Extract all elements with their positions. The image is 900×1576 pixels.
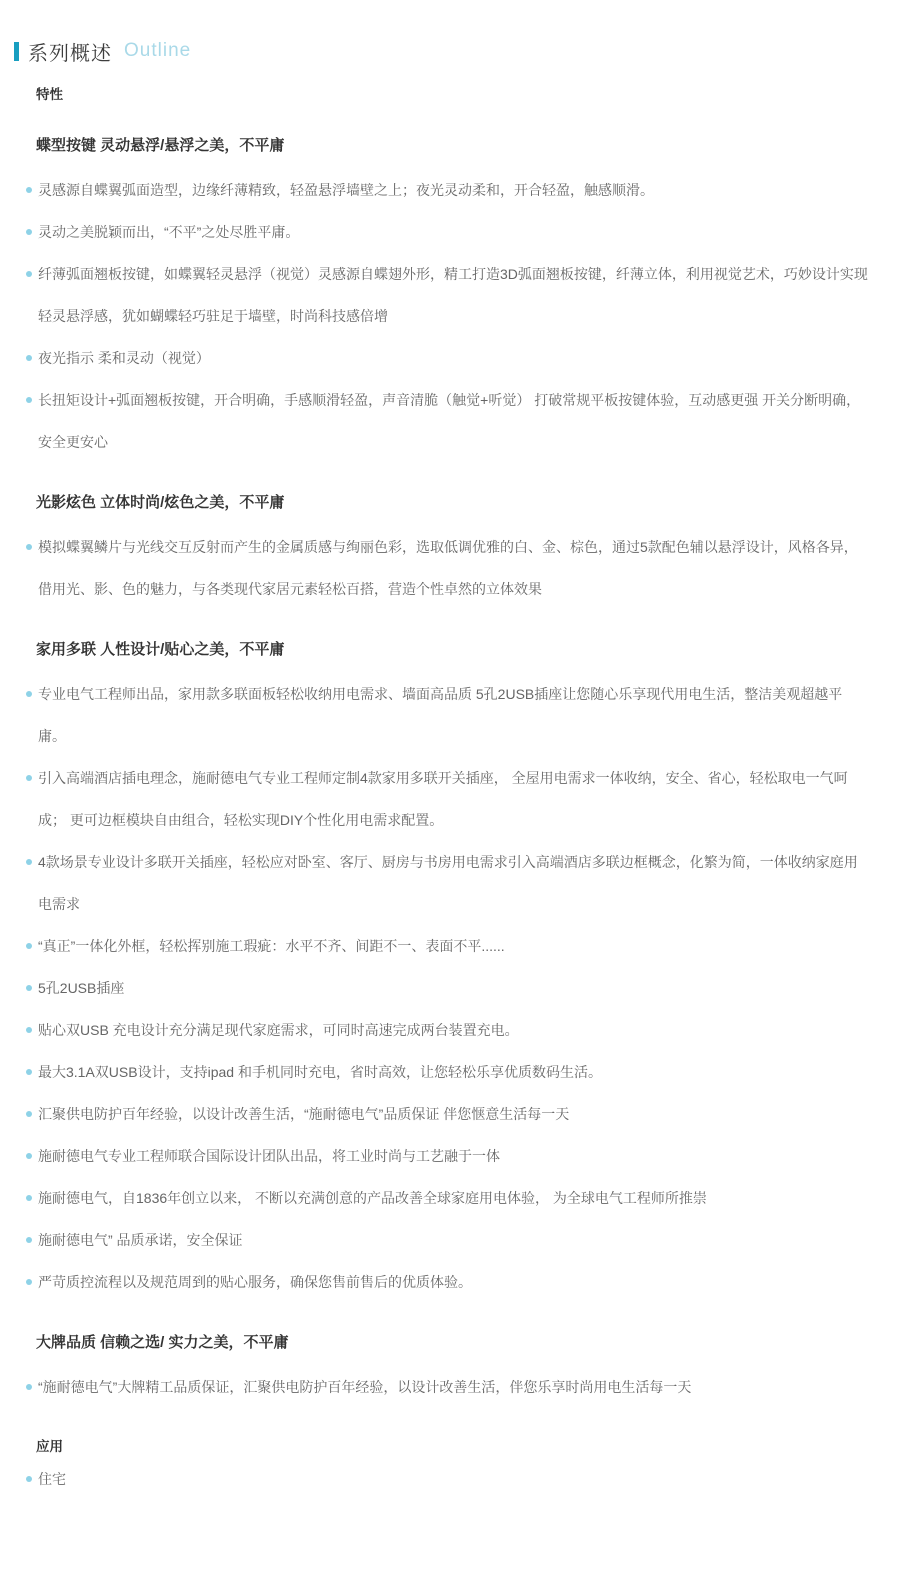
bullet-text: 施耐德电气专业工程师联合国际设计团队出品，将工业时尚与工艺融于一体 (38, 1148, 500, 1164)
bullet-text: 汇聚供电防护百年经验，以设计改善生活，“施耐德电气”品质保证 伴您惬意生活每一天 (38, 1106, 570, 1122)
bullet-list (0, 526, 900, 610)
bullet-item (0, 1135, 900, 1177)
bullet-item (0, 337, 900, 379)
bullet-item (0, 253, 900, 337)
bullet-text: 夜光指示 柔和灵动（视觉） (38, 350, 210, 366)
section-heading: 大牌品质 信赖之选/ 实力之美，不平庸 (36, 1334, 289, 1351)
section-heading: 蝶型按键 灵动悬浮/悬浮之美，不平庸 (36, 137, 285, 154)
bullet-text: 长扭矩设计+弧面翘板按键，开合明确，手感顺滑轻盈，声音清脆（触觉+听觉） 打破常规平板按键体验，互动感更强 开关分断明确，安全更安心 (38, 392, 861, 450)
bullet-list (0, 1458, 900, 1500)
bullet-dot-icon (26, 1153, 32, 1159)
bullet-text: 4款场景专业设计多联开关插座，轻松应对卧室、客厅、厨房与书房用电需求引入高端酒店多联边框概念，化繁为简，一体收纳家庭用电需求 (38, 854, 858, 912)
bullet-dot-icon (26, 1476, 32, 1482)
bullet-item (0, 526, 900, 610)
bullet-dot-icon (26, 691, 32, 697)
bullet-dot-icon (26, 775, 32, 781)
section-heading: 家用多联 人性设计/贴心之美，不平庸 (36, 641, 285, 658)
bullet-item (0, 925, 900, 967)
bullet-dot-icon (26, 1279, 32, 1285)
bullet-dot-icon (26, 1384, 32, 1390)
header-accent-bar-icon (14, 42, 19, 61)
bullet-dot-icon (26, 859, 32, 865)
bullet-text: “施耐德电气”大牌精工品质保证，汇聚供电防护百年经验，以设计改善生活，伴您乐享时尚用电生活每一天 (38, 1379, 692, 1395)
sections-container (0, 84, 900, 1500)
bullet-item (0, 1093, 900, 1135)
bullet-text: 贴心双USB 充电设计充分满足现代家庭需求，可同时高速完成两台装置充电。 (38, 1022, 519, 1038)
bullet-dot-icon (26, 397, 32, 403)
section-header (14, 38, 900, 64)
bullet-item (0, 967, 900, 1009)
bullet-dot-icon (26, 271, 32, 277)
bullet-dot-icon (26, 1111, 32, 1117)
bullet-item (0, 379, 900, 463)
bullet-text: 引入高端酒店插电理念，施耐德电气专业工程师定制4款家用多联开关插座， 全屋用电需求一体收纳，安全、省心，轻松取电一气呵成； 更可边框模块自由组合，轻松实现DIY个性化用电需求配置。 (38, 770, 848, 828)
bullet-dot-icon (26, 544, 32, 550)
section-heading: 特性 (36, 87, 63, 102)
bullet-text: 5孔2USB插座 (38, 980, 125, 996)
bullet-dot-icon (26, 229, 32, 235)
bullet-dot-icon (26, 1195, 32, 1201)
bullet-text: 纤薄弧面翘板按键，如蝶翼轻灵悬浮（视觉）灵感源自蝶翅外形，精工打造3D弧面翘板按键，纤薄立体，利用视觉艺术，巧妙设计实现轻灵悬浮感，犹如蝴蝶轻巧驻足于墙壁，时尚科技感倍增 (38, 266, 868, 324)
bullet-dot-icon (26, 1237, 32, 1243)
bullet-item (0, 211, 900, 253)
bullet-text: 施耐德电气” 品质承诺，安全保证 (38, 1232, 243, 1248)
bullet-text: 灵感源自蝶翼弧面造型，边缘纤薄精致，轻盈悬浮墙壁之上；夜光灵动柔和，开合轻盈，触感顺滑。 (38, 182, 654, 198)
bullet-text: 施耐德电气，自1836年创立以来， 不断以充满创意的产品改善全球家庭用电体验， 为全球电气工程师所推崇 (38, 1190, 707, 1206)
bullet-text: 住宅 (38, 1471, 66, 1487)
page-title-zh: 系列概述 (28, 42, 112, 65)
bullet-item (0, 841, 900, 925)
bullet-item (0, 1051, 900, 1093)
bullet-dot-icon (26, 355, 32, 361)
bullet-dot-icon (26, 943, 32, 949)
bullet-item (0, 1009, 900, 1051)
section-heading: 应用 (36, 1439, 63, 1454)
bullet-dot-icon (26, 187, 32, 193)
bullet-item (0, 1177, 900, 1219)
bullet-text: 严苛质控流程以及规范周到的贴心服务，确保您售前售后的优质体验。 (38, 1274, 472, 1290)
bullet-list (0, 1366, 900, 1408)
bullet-list (0, 673, 900, 1303)
page-title-en: Outline (124, 40, 192, 61)
bullet-item (0, 757, 900, 841)
section-heading: 光影炫色 立体时尚/炫色之美，不平庸 (36, 494, 285, 511)
bullet-text: 模拟蝶翼鳞片与光线交互反射而产生的金属质感与绚丽色彩，选取低调优雅的白、金、棕色，通过5款配色辅以悬浮设计，风格各异，借用光、影、色的魅力，与各类现代家居元素轻松百搭，营造个性卓然的立体效果 (38, 539, 858, 597)
bullet-item (0, 1458, 900, 1500)
bullet-list (0, 169, 900, 463)
bullet-text: 灵动之美脱颖而出，“不平”之处尽胜平庸。 (38, 224, 300, 240)
bullet-dot-icon (26, 985, 32, 991)
bullet-item (0, 169, 900, 211)
bullet-dot-icon (26, 1027, 32, 1033)
bullet-item (0, 1366, 900, 1408)
bullet-item (0, 1219, 900, 1261)
bullet-text: 最大3.1A双USB设计，支持ipad 和手机同时充电，省时高效，让您轻松乐享优质数码生活。 (38, 1064, 602, 1080)
bullet-text: 专业电气工程师出品，家用款多联面板轻松收纳用电需求、墙面高品质 5孔2USB插座让您随心乐享现代用电生活，整洁美观超越平庸。 (38, 686, 843, 744)
bullet-item (0, 673, 900, 757)
bullet-dot-icon (26, 1069, 32, 1075)
bullet-text: “真正”一体化外框，轻松挥别施工瑕疵：水平不齐、间距不一、表面不平...... (38, 938, 505, 954)
bullet-item (0, 1261, 900, 1303)
